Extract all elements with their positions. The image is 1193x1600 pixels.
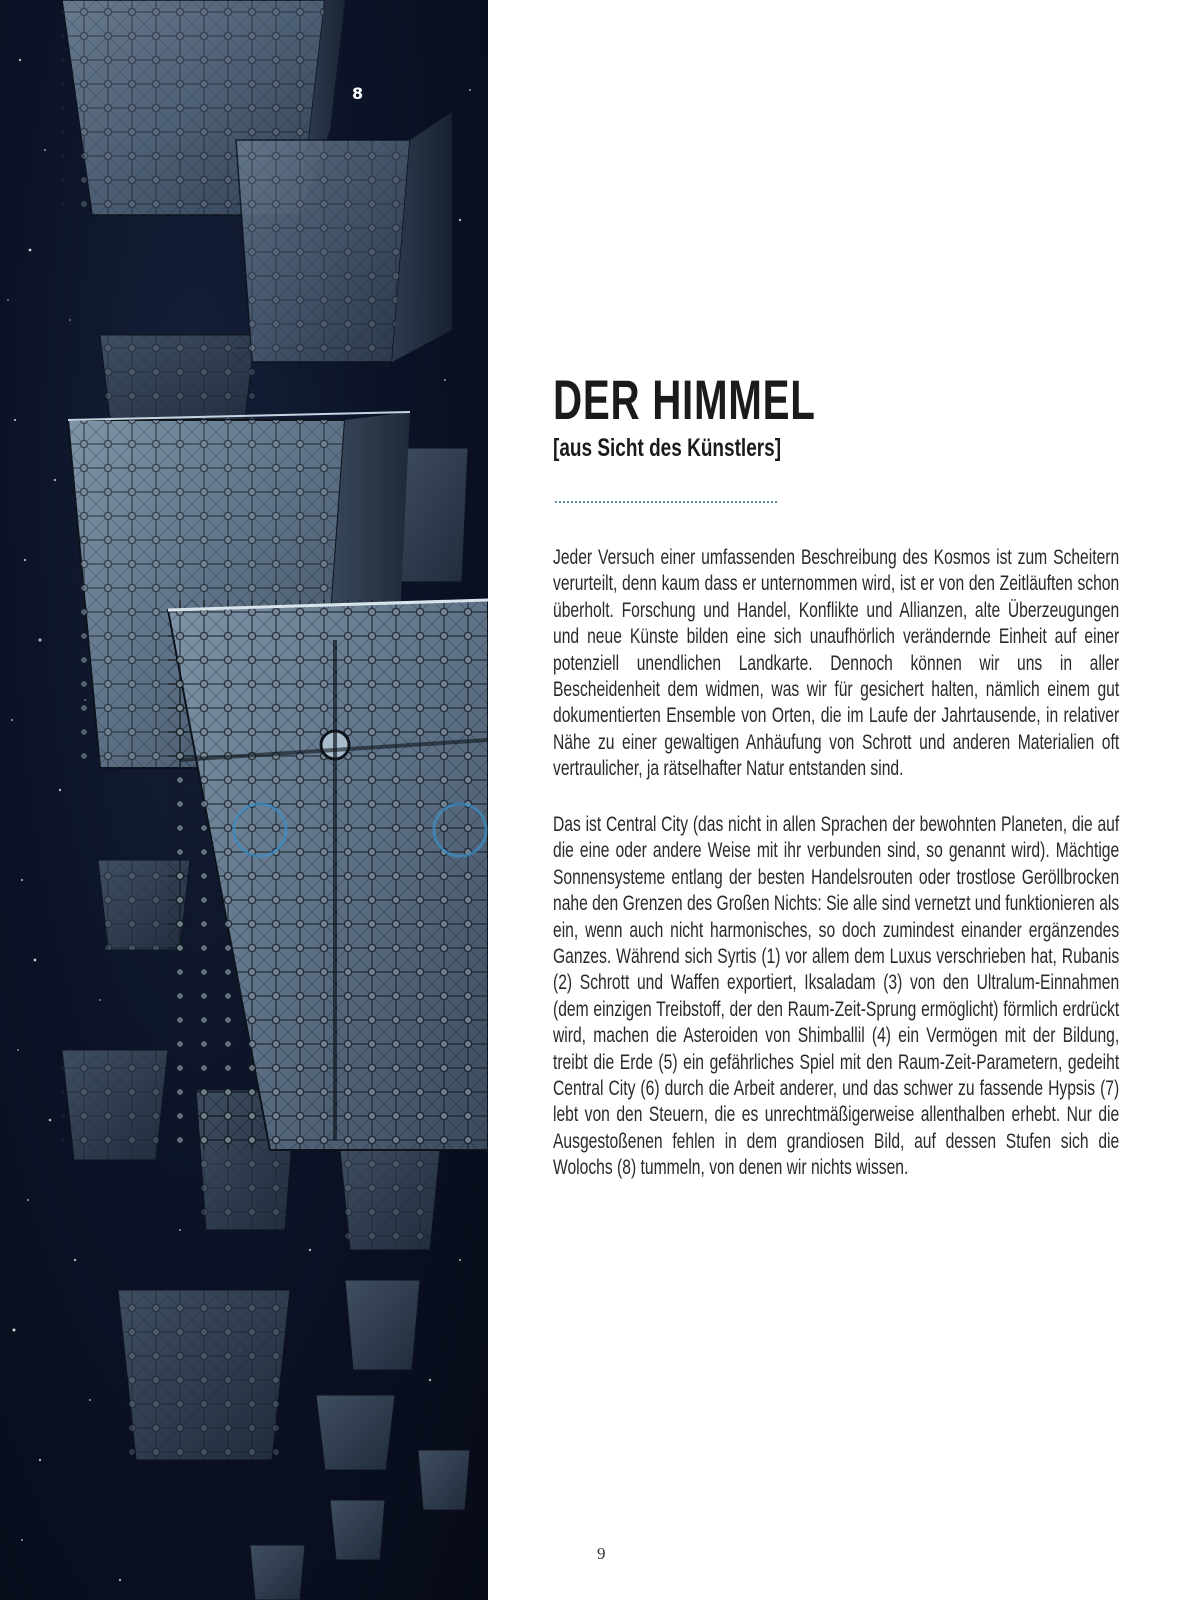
article-title: DER HIMMEL — [553, 368, 816, 431]
dotted-divider — [555, 501, 777, 503]
space-illustration — [0, 0, 488, 1600]
paragraph-2 — [553, 812, 1119, 1182]
illustration-panel — [0, 0, 488, 1600]
foreground-block — [168, 600, 488, 1150]
article-subtitle: [aus Sicht des Künstlers] — [553, 434, 782, 462]
paragraph-text: Jeder Versuch einer umfassenden Beschreibung des Kosmos ist zum Scheitern verurteilt, denn kaum dass er unternommen wird, ist er von den Zeitläuften schon überholt. Forschung und Handel, Konflikte und Allianzen, alte Überzeugungen und neue Künste bilden eine sich unaufhörlich verändernde Einheit auf einer potenziell unendlichen Landkarte. Dennoch können wir uns in aller Bescheidenheit dem widmen, was wir für gesichert halten, nämlich einem gut dokumentierten Ensemble von Orten, die im Laufe der Jahrtausende, in relativer Nähe zu einer gewaltigen Anhäufung von Schrott und anderen Materialien oft vertraulicher, ja rätselhafter Natur entstanden sind. — [553, 546, 1120, 781]
article — [553, 0, 1125, 1600]
paragraph-1 — [553, 545, 1119, 783]
page-number: 9 — [597, 1544, 606, 1563]
plate-number: 8 — [352, 84, 364, 103]
paragraph-text: Das ist Central City (das nicht in allen Sprachen der bewohnten Planeten, die auf die eine oder andere Weise mit ihr verbunden sind, so genannt wird). Mächtige Sonnensysteme entlang der besten Handelsrouten oder trostlose Geröllbrocken nahe den Grenzen des Großen Nichts: Sie alle sind vernetzt und funktionieren als ein, wenn auch nicht harmonisches, so doch zumindest einander ergänzendes Ganzes. Während sich Syrtis (1) vor allem dem Luxus verschrieben hat, Rubanis (2) Schrott und Waffen exportiert, Iksaladam (3) von den Ultralum-Einnahmen (dem einzigen Treibstoff, der den Raum-Zeit-Sprung ermöglicht) förmlich erdrückt wird, machen die Asteroiden von Shimballil (4) ein Vermögen mit der Bildung, treibt die Erde (5) ein gefährliches Spiel mit den Raum-Zeit-Parametern, gedeiht Central City (6) durch die Arbeit anderer, und das schwer zu fassende Hypsis (7) lebt von den Steuern, die es unrechtmäßigerweise allenthalben erhebt. Nur die Ausgestoßenen fehlen in dem grandiosen Bild, auf dessen Stufen sich die Wolochs (8) tummeln, von denen wir nichts wissen. — [553, 813, 1120, 1180]
upper-blocks — [62, 0, 452, 362]
